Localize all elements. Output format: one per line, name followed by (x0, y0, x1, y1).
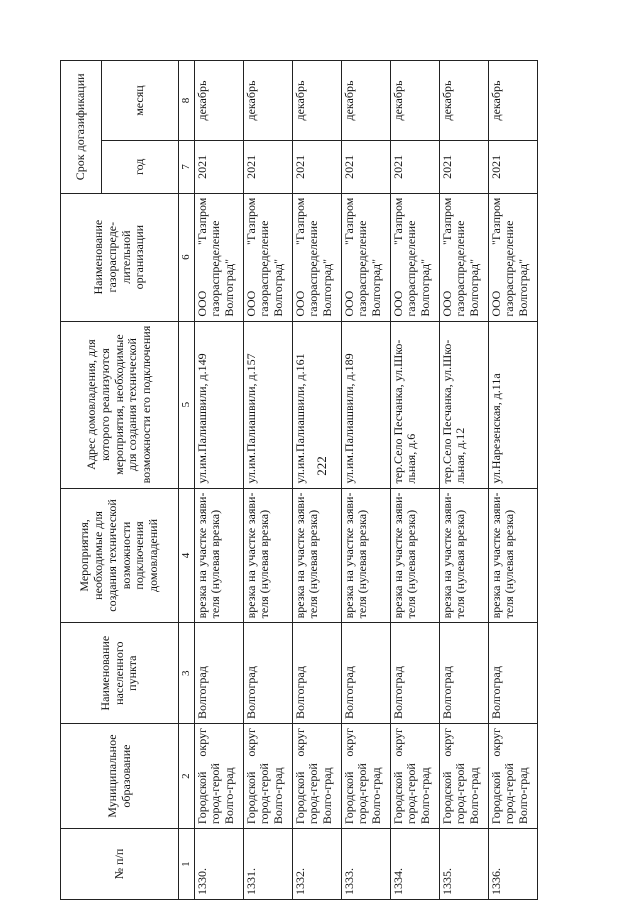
table-row (488, 61, 537, 900)
year-cell: 2021 (390, 141, 439, 194)
measure-cell: врезка на участке заяви-теля (нулевая врезка) (292, 488, 341, 623)
municipality-cell: Городской округ город-герой Волго-град (292, 723, 341, 828)
month-cell: декабрь (243, 61, 292, 141)
row-number: 1336. (488, 829, 537, 900)
header-deadline: Срок догазификации (61, 61, 102, 194)
municipality-cell: Городской округ город-герой Волго-град (341, 723, 390, 828)
municipality-cell: Городской округ город-герой Волго-град (488, 723, 537, 828)
year-cell: 2021 (488, 141, 537, 194)
month-cell: декабрь (390, 61, 439, 141)
column-number: 3 (179, 623, 195, 724)
table-row (243, 61, 292, 900)
address-cell: ул.им.Палиашвили, д.161 (292, 321, 341, 488)
month-cell: декабрь (488, 61, 537, 141)
year-cell: 2021 (194, 141, 243, 194)
column-number: 1 (179, 829, 195, 900)
header-number: № п/п (61, 829, 179, 900)
organization-cell: ООО "Газпром газораспределение Волгоград" (439, 193, 488, 321)
organization-cell: ООО "Газпром газораспределение Волгоград" (194, 193, 243, 321)
measure-cell: врезка на участке заяви-теля (нулевая врезка) (341, 488, 390, 623)
column-number: 5 (179, 321, 195, 488)
year-cell: 2021 (292, 141, 341, 194)
row-number: 1332. (292, 829, 341, 900)
address-cell: тер.Село Песчанка, ул.Шко-льная, д.12 (439, 321, 488, 488)
address-cell: ул.им.Палиашвили, д.189 (341, 321, 390, 488)
table-row (292, 61, 341, 900)
settlement-cell: Волгоград (194, 623, 243, 724)
settlement-cell: Волгоград (341, 623, 390, 724)
row-number: 1333. (341, 829, 390, 900)
gasification-table (60, 60, 538, 900)
municipality-cell: Городской округ город-герой Волго-град (243, 723, 292, 828)
month-cell: декабрь (292, 61, 341, 141)
address-cell: ул.им.Палиашвили, д.157 (243, 321, 292, 488)
year-cell: 2021 (341, 141, 390, 194)
municipality-cell: Городской округ город-герой Волго-град (390, 723, 439, 828)
column-number-row (179, 61, 195, 900)
organization-cell: ООО "Газпром газораспределение Волгоград" (292, 193, 341, 321)
rotated-page-content (60, 60, 580, 900)
address-cell: тер.Село Песчанка, ул.Шко-льная, д.6 (390, 321, 439, 488)
address-cell: ул.им.Палиашвили, д.149 (194, 321, 243, 488)
header-address: Адрес домовладения, для которого реализуются мероприятия, необходимые для создания технической возможности его подключения (61, 321, 179, 488)
municipality-cell: Городской округ город-герой Волго-град (194, 723, 243, 828)
organization-cell: ООО "Газпром газораспределение Волгоград" (341, 193, 390, 321)
header-municipality: Муниципальное образование (61, 723, 179, 828)
table-row (439, 61, 488, 900)
settlement-cell: Волгоград (390, 623, 439, 724)
settlement-cell: Волгоград (292, 623, 341, 724)
measure-cell: врезка на участке заяви-теля (нулевая врезка) (194, 488, 243, 623)
row-number: 1334. (390, 829, 439, 900)
measure-cell: врезка на участке заяви-теля (нулевая врезка) (243, 488, 292, 623)
municipality-cell: Городской округ город-герой Волго-град (439, 723, 488, 828)
row-number: 1331. (243, 829, 292, 900)
organization-cell: ООО "Газпром газораспределение Волгоград" (390, 193, 439, 321)
measure-cell: врезка на участке заяви-теля (нулевая врезка) (439, 488, 488, 623)
year-cell: 2021 (439, 141, 488, 194)
table-body (194, 61, 537, 900)
month-cell: декабрь (194, 61, 243, 141)
page-number: 222 (314, 456, 329, 476)
organization-cell: ООО "Газпром газораспределение Волгоград" (488, 193, 537, 321)
year-cell: 2021 (243, 141, 292, 194)
table-header (61, 61, 195, 900)
table-row (341, 61, 390, 900)
address-cell: ул.Нарезенская, д.11а (488, 321, 537, 488)
settlement-cell: Волгоград (439, 623, 488, 724)
measure-cell: врезка на участке заяви-теля (нулевая врезка) (488, 488, 537, 623)
column-number: 4 (179, 488, 195, 623)
month-cell: декабрь (341, 61, 390, 141)
table-row (194, 61, 243, 900)
header-measures: Мероприятия, необходимые для создания технической возможности подключения домовладений (61, 488, 179, 623)
settlement-cell: Волгоград (243, 623, 292, 724)
row-number: 1335. (439, 829, 488, 900)
column-number: 2 (179, 723, 195, 828)
table-row (390, 61, 439, 900)
header-month: месяц (102, 61, 179, 141)
column-number: 8 (179, 61, 195, 141)
measure-cell: врезка на участке заяви-теля (нулевая врезка) (390, 488, 439, 623)
row-number: 1330. (194, 829, 243, 900)
header-organization: Наименование газораспреде-лительной организации (61, 193, 179, 321)
column-number: 7 (179, 141, 195, 194)
column-number: 6 (179, 193, 195, 321)
header-settlement: Наименование населенного пункта (61, 623, 179, 724)
header-year: год (102, 141, 179, 194)
organization-cell: ООО "Газпром газораспределение Волгоград" (243, 193, 292, 321)
settlement-cell: Волгоград (488, 623, 537, 724)
month-cell: декабрь (439, 61, 488, 141)
